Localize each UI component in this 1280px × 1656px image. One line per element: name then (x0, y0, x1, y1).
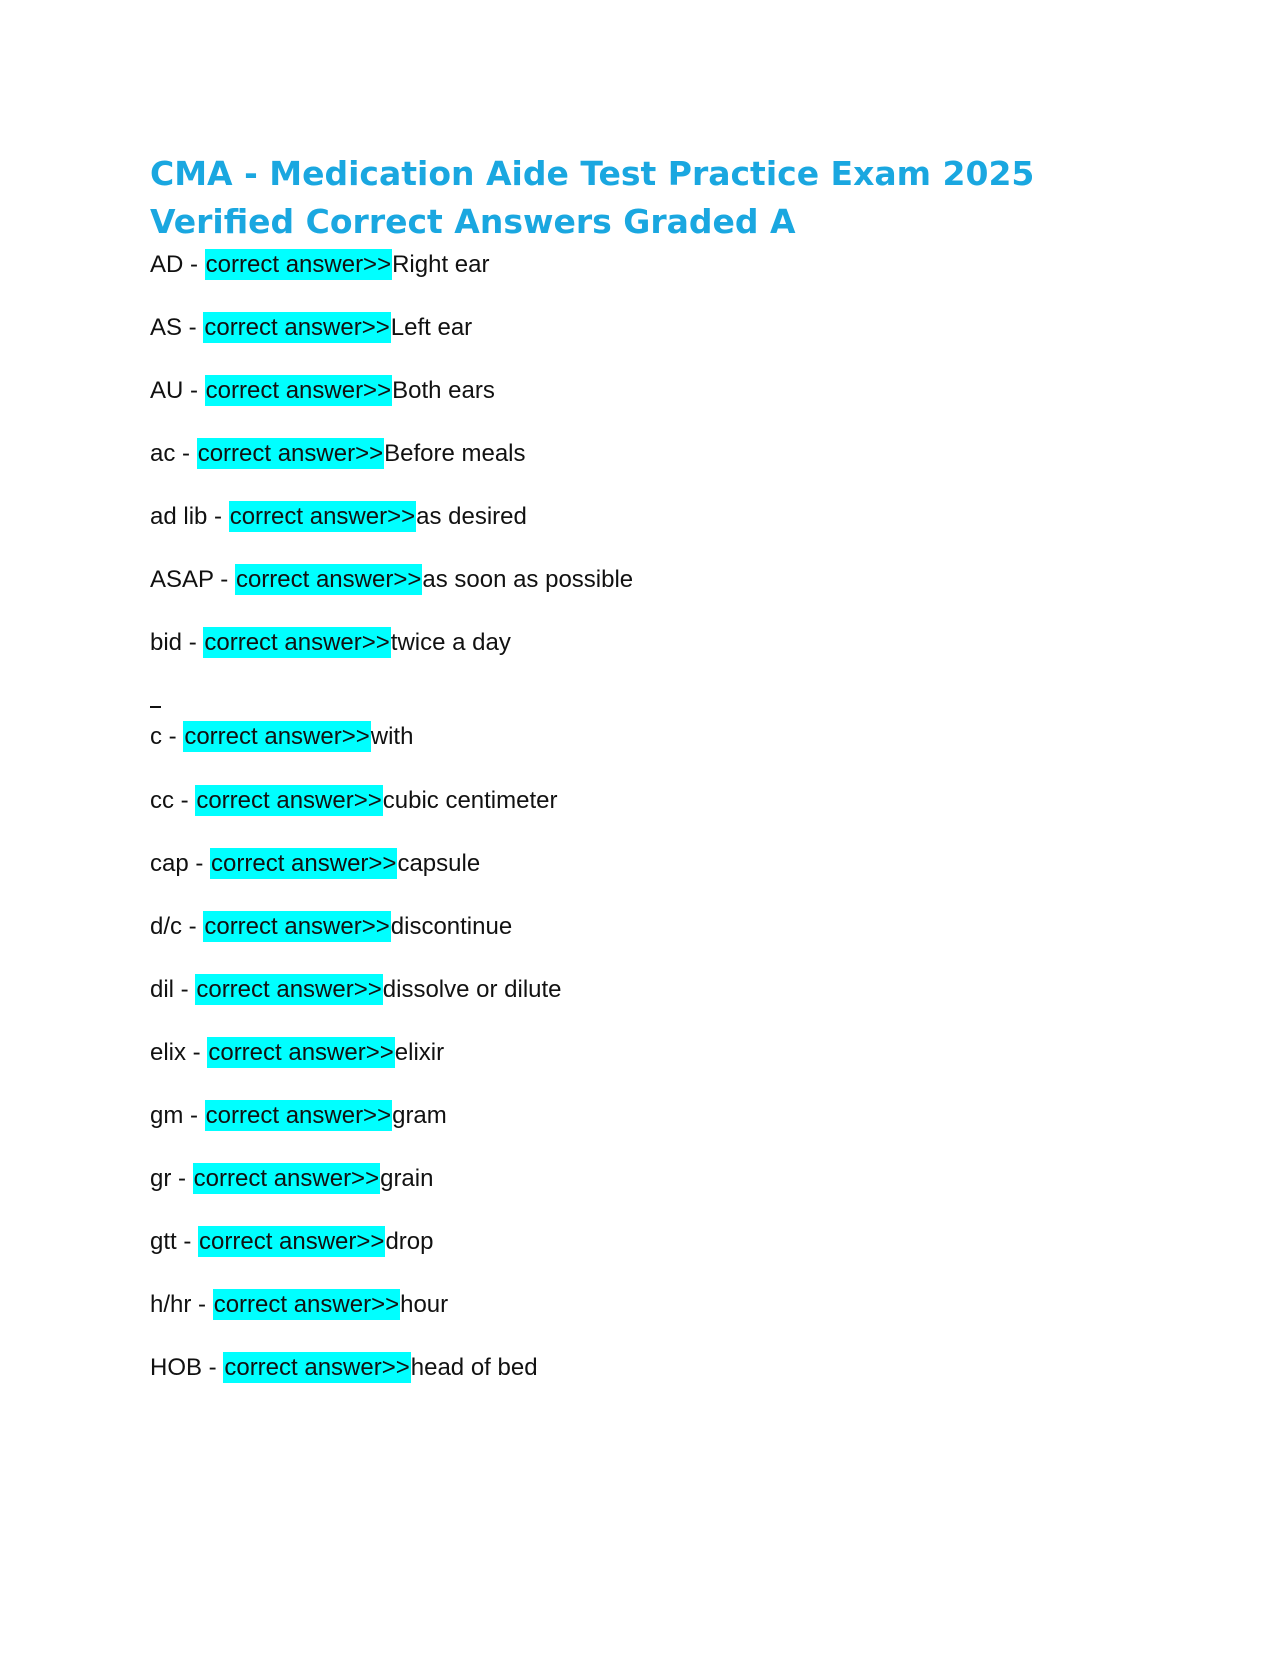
list-item: AS - correct answer>>Left ear (150, 314, 473, 341)
entry-answer: Left ear (390, 314, 473, 341)
answer-marker: correct answer>> (224, 1354, 410, 1381)
entry-answer: discontinue (390, 913, 513, 940)
list-item: ad lib - correct answer>>as desired (150, 503, 527, 530)
answer-marker: correct answer>> (211, 850, 397, 877)
answer-marker: correct answer>> (229, 503, 416, 530)
answer-marker: correct answer>> (205, 251, 392, 278)
entry-answer: hour (400, 1291, 449, 1318)
entry-answer: as desired (416, 503, 527, 530)
entry-term: ASAP (150, 566, 214, 593)
list-item: ASAP - correct answer>>as soon as possible (150, 566, 634, 593)
entry-answer: Right ear (392, 251, 490, 278)
answer-marker: correct answer>> (184, 723, 370, 750)
list-item: d/c - correct answer>>discontinue (150, 913, 513, 940)
entry-answer: twice a day (390, 629, 511, 656)
list-item: gr - correct answer>>grain (150, 1165, 434, 1192)
entry-term: gr (150, 1165, 172, 1192)
list-item: c - correct answer>>with (150, 720, 413, 754)
entry-term: HOB (150, 1354, 203, 1381)
entry-term: c (150, 720, 162, 754)
list-item: dil - correct answer>>dissolve or dilute (150, 976, 562, 1003)
list-item: ac - correct answer>>Before meals (150, 440, 526, 467)
entry-answer: capsule (397, 850, 481, 877)
answer-marker: correct answer>> (205, 377, 392, 404)
entry-answer: as soon as possible (422, 566, 634, 593)
answer-marker: correct answer>> (204, 629, 390, 656)
entry-term: cap (150, 850, 189, 877)
entry-term: AS (150, 314, 183, 341)
answer-marker: correct answer>> (196, 787, 382, 814)
answer-marker: correct answer>> (204, 913, 390, 940)
entry-term: ac (150, 440, 176, 467)
entry-term: gtt (150, 1228, 177, 1255)
entry-answer: dissolve or dilute (382, 976, 562, 1003)
entry-term: cc (150, 787, 174, 814)
entry-term: bid (150, 629, 183, 656)
answer-marker: correct answer>> (235, 566, 422, 593)
answer-marker: correct answer>> (199, 1228, 385, 1255)
entry-term: d/c (150, 913, 183, 940)
document-title: CMA - Medication Aide Test Practice Exam 2025 Verified Correct Answers Graded A (150, 154, 1035, 241)
entry-term: ad lib (150, 503, 208, 530)
list-item: gtt - correct answer>>drop (150, 1228, 434, 1255)
list-item: gm - correct answer>>gram (150, 1102, 447, 1129)
entry-term: dil (150, 976, 175, 1003)
entry-answer: head of bed (410, 1354, 538, 1381)
answer-marker: correct answer>> (204, 314, 390, 341)
answer-marker: correct answer>> (197, 440, 384, 467)
list-item: h/hr - correct answer>>hour (150, 1291, 449, 1318)
entry-answer: grain (380, 1165, 434, 1192)
list-item: cc - correct answer>>cubic centimeter (150, 787, 558, 814)
answer-marker: correct answer>> (193, 1165, 380, 1192)
answer-marker: correct answer>> (196, 976, 382, 1003)
list-item: AD - correct answer>>Right ear (150, 251, 490, 278)
entry-answer: cubic centimeter (382, 787, 558, 814)
entry-term: h/hr (150, 1291, 192, 1318)
entry-answer: with (370, 723, 414, 750)
list-item: elix - correct answer>>elixir (150, 1039, 445, 1066)
entry-answer: Both ears (392, 377, 495, 404)
entry-answer: Before meals (384, 440, 526, 467)
entry-term: AD (150, 251, 184, 278)
answer-marker: correct answer>> (205, 1102, 392, 1129)
answer-marker: correct answer>> (208, 1039, 394, 1066)
list-item: HOB - correct answer>>head of bed (150, 1354, 538, 1381)
list-item: bid - correct answer>>twice a day (150, 629, 511, 656)
entry-answer: gram (392, 1102, 447, 1129)
list-item: cap - correct answer>>capsule (150, 850, 481, 877)
entry-term: gm (150, 1102, 184, 1129)
entry-answer: elixir (394, 1039, 445, 1066)
entry-term: elix (150, 1039, 187, 1066)
list-item: AU - correct answer>>Both ears (150, 377, 495, 404)
answer-marker: correct answer>> (213, 1291, 400, 1318)
entry-answer: drop (385, 1228, 434, 1255)
entry-term: AU (150, 377, 184, 404)
